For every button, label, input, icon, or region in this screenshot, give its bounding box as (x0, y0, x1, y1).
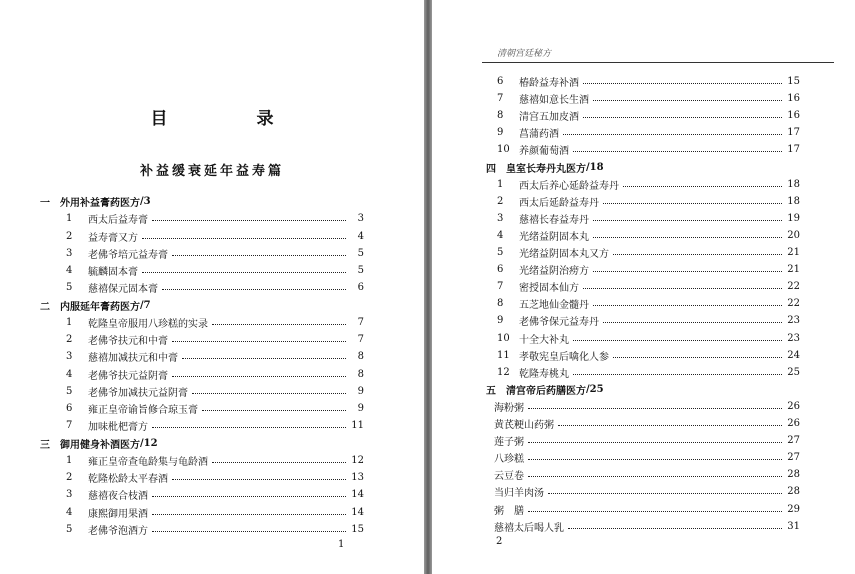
toc-entry[interactable] (66, 521, 364, 538)
dot-leader (548, 493, 782, 494)
section-title: 外用补益膏药医方 (60, 198, 140, 209)
section-number: 三 (40, 439, 50, 451)
toc-entry[interactable] (494, 432, 800, 449)
entry-page: 15 (787, 76, 800, 87)
contents-title: 目 录 (150, 109, 310, 129)
entry-title: 西太后益寿膏 (88, 215, 148, 227)
entry-title: 乾隆松龄太平春酒 (88, 474, 168, 485)
toc-entry[interactable] (66, 366, 364, 383)
dot-leader (152, 496, 346, 497)
entry-number: 6 (66, 403, 73, 414)
entry-page: 3 (357, 213, 364, 225)
entry-page: 7 (357, 316, 364, 328)
toc-entry[interactable] (497, 330, 800, 347)
entry-page: 24 (787, 349, 800, 361)
part-title: 补益缓衰延年益寿篇 (139, 164, 284, 179)
entry-number: 6 (497, 76, 504, 87)
entry-title: 粥 膳 (494, 505, 524, 517)
entry-title: 光绪益阴固本丸 (519, 231, 589, 243)
entry-title: 毓麟固本膏 (88, 267, 138, 278)
entry-title: 雍正皇帝谕旨修合琼玉膏 (88, 405, 198, 416)
entry-number: 6 (497, 264, 504, 276)
section-title: 皇室长寿丹丸医方 (506, 163, 586, 175)
toc-entry[interactable] (497, 124, 800, 141)
entry-number: 4 (497, 229, 504, 241)
entry-number: 3 (66, 489, 73, 501)
toc-section-heading[interactable] (40, 297, 364, 314)
toc-entry[interactable] (497, 261, 800, 278)
entry-number: 10 (497, 332, 510, 344)
entry-page: 22 (787, 281, 800, 293)
entry-page: 4 (357, 230, 364, 242)
entry-number: 5 (66, 523, 73, 535)
dot-leader (528, 408, 782, 409)
section-page: /3 (140, 196, 151, 207)
dot-leader (172, 479, 346, 480)
dot-leader (142, 272, 346, 273)
toc-entry[interactable] (497, 73, 800, 90)
entry-number: 12 (497, 366, 510, 378)
entry-page: 28 (787, 469, 800, 481)
toc-entry[interactable] (497, 364, 800, 381)
entry-title: 八珍糕 (494, 454, 524, 466)
toc-entry[interactable] (66, 245, 364, 262)
dot-leader (152, 531, 346, 532)
entry-number: 5 (497, 247, 504, 258)
dot-leader (563, 134, 782, 135)
dot-leader (202, 410, 346, 411)
entry-number: 1 (66, 213, 73, 225)
toc-entry[interactable] (66, 400, 364, 417)
entry-page: 16 (787, 110, 800, 122)
entry-number: 2 (66, 230, 73, 242)
toc-entry[interactable] (66, 210, 364, 227)
entry-page: 23 (787, 315, 800, 327)
toc-entry[interactable] (497, 295, 800, 312)
dot-leader (182, 358, 346, 359)
dot-leader (593, 220, 782, 221)
entry-title: 老佛爷泡酒方 (88, 525, 148, 537)
entry-page: 9 (357, 403, 364, 414)
toc-entry[interactable] (497, 193, 800, 210)
entry-title: 云豆卷 (494, 471, 524, 483)
toc-entry[interactable] (494, 415, 800, 432)
entry-page: 31 (787, 520, 800, 532)
entry-number: 11 (497, 349, 510, 361)
dot-leader (142, 238, 346, 239)
toc-entry[interactable] (497, 141, 800, 158)
entry-title: 慈禧保元固本膏 (88, 284, 158, 296)
entry-number: 9 (497, 315, 504, 327)
dot-leader (528, 511, 782, 512)
toc-entry[interactable] (494, 398, 800, 415)
entry-title: 清宫五加皮酒 (519, 112, 579, 124)
entry-number: 7 (497, 93, 504, 105)
entry-number: 2 (66, 472, 73, 483)
entry-title: 乾隆皇帝服用八珍糕的实录 (88, 318, 208, 330)
entry-title: 慈禧夜合枝酒 (88, 491, 148, 503)
entry-number: 1 (66, 316, 73, 328)
dot-leader (603, 322, 782, 323)
entry-page: 17 (787, 144, 800, 156)
dot-leader (152, 427, 346, 428)
entry-title: 莲子粥 (494, 437, 524, 449)
entry-number: 7 (66, 420, 73, 432)
entry-title: 五芝地仙金髓丹 (519, 300, 589, 312)
dot-leader (593, 237, 782, 238)
entry-page: 5 (357, 265, 364, 276)
entry-number: 4 (66, 506, 73, 518)
entry-number: 4 (66, 368, 73, 380)
dot-leader (162, 289, 346, 290)
running-header: 清朝宫廷秘方 (497, 49, 552, 59)
entry-title: 孝敬宪皇后噙化人参 (519, 351, 609, 363)
entry-title: 雍正皇帝查龟龄集与龟龄酒 (88, 456, 208, 468)
entry-number: 2 (66, 334, 73, 345)
entry-page: 26 (787, 400, 800, 412)
dot-leader (528, 476, 782, 477)
section-page: /12 (140, 437, 158, 449)
section-number: 二 (40, 301, 50, 313)
dot-leader (172, 341, 346, 342)
toc-entry[interactable] (66, 228, 364, 245)
entry-title: 康熙御用果酒 (88, 508, 148, 520)
entry-title: 十全大补丸 (519, 334, 569, 346)
entry-number: 1 (66, 454, 73, 466)
book-gutter (424, 0, 432, 574)
toc-entry[interactable] (497, 278, 800, 295)
entry-number: 4 (66, 265, 73, 276)
toc-entry[interactable] (497, 244, 800, 261)
toc-entry[interactable] (66, 504, 364, 521)
entry-title: 乾隆寿桃丸 (519, 368, 569, 380)
dot-leader (583, 288, 782, 289)
entry-page: 17 (787, 127, 800, 139)
toc-entry[interactable] (494, 518, 800, 535)
left-folio: 1 (338, 539, 345, 550)
entry-title: 西太后养心延龄益寿丹 (519, 180, 619, 192)
entry-page: 27 (787, 435, 800, 447)
entry-page: 15 (351, 523, 364, 535)
dot-leader (613, 357, 782, 358)
dot-leader (593, 271, 782, 272)
entry-page: 6 (357, 282, 364, 294)
entry-page: 26 (787, 418, 800, 429)
section-number: 一 (40, 198, 50, 209)
entry-page: 19 (787, 212, 800, 224)
toc-entry[interactable] (66, 331, 364, 348)
toc-entry[interactable] (66, 486, 364, 503)
entry-number: 8 (497, 298, 504, 310)
toc-entry[interactable] (497, 107, 800, 124)
entry-title: 慈禧加减扶元和中膏 (88, 353, 178, 365)
entry-title: 养颜葡萄酒 (519, 146, 569, 158)
toc-entry[interactable] (494, 466, 800, 483)
entry-page: 20 (787, 229, 800, 241)
entry-title: 光绪益阴治痨方 (519, 266, 589, 278)
entry-title: 椿龄益寿补酒 (519, 78, 579, 89)
entry-page: 22 (787, 298, 800, 310)
entry-page: 21 (787, 264, 800, 276)
entry-page: 14 (351, 489, 364, 501)
dot-leader (593, 100, 782, 101)
entry-page: 11 (351, 420, 364, 432)
entry-number: 5 (66, 282, 73, 294)
entry-title: 海粉粥 (494, 402, 524, 414)
entry-title: 当归羊肉汤 (494, 488, 544, 500)
dot-leader (192, 393, 346, 394)
dot-leader (613, 254, 782, 255)
dot-leader (603, 203, 782, 204)
entry-number: 3 (66, 351, 73, 363)
entry-page: 8 (357, 351, 364, 363)
dot-leader (152, 220, 346, 221)
entry-page: 28 (787, 486, 800, 498)
dot-leader (583, 83, 782, 84)
entry-page: 13 (351, 472, 364, 483)
toc-entry[interactable] (497, 312, 800, 329)
dot-leader (172, 376, 346, 377)
entry-page: 29 (787, 503, 800, 515)
entry-title: 慈禧长春益寿丹 (519, 214, 589, 226)
dot-leader (573, 374, 782, 375)
dot-leader (172, 255, 346, 256)
section-title: 御用健身补酒医方 (60, 439, 140, 451)
dot-leader (583, 117, 782, 118)
entry-title: 慈禧太后喝人乳 (494, 522, 564, 534)
section-number: 四 (486, 163, 496, 175)
entry-page: 27 (787, 452, 800, 464)
dot-leader (528, 442, 782, 443)
entry-title: 西太后延龄益寿丹 (519, 197, 599, 209)
toc-entry[interactable] (497, 347, 800, 364)
entry-title: 老佛爷扶元益阴膏 (88, 370, 168, 382)
entry-number: 8 (497, 110, 504, 122)
entry-page: 23 (787, 332, 800, 344)
toc-section-heading[interactable] (40, 435, 364, 452)
entry-number: 9 (497, 127, 504, 139)
dot-leader (568, 528, 782, 529)
dot-leader (593, 305, 782, 306)
entry-number: 5 (66, 385, 73, 397)
entry-page: 5 (357, 247, 364, 259)
toc-entry[interactable] (497, 90, 800, 107)
dot-leader (212, 462, 346, 463)
entry-title: 益寿膏又方 (88, 232, 138, 244)
dot-leader (573, 151, 782, 152)
entry-page: 7 (357, 334, 364, 345)
entry-page: 9 (357, 385, 364, 397)
dot-leader (528, 459, 782, 460)
toc-entry[interactable] (66, 383, 364, 400)
toc-entry[interactable] (66, 417, 364, 434)
entry-page: 12 (351, 454, 364, 466)
toc-entry[interactable] (497, 176, 800, 193)
section-title: 清宫帝后药膳医方 (506, 385, 586, 397)
entry-title: 加味枇杷膏方 (88, 422, 148, 434)
entry-title: 黄芪粳山药粥 (494, 420, 554, 431)
toc-entry[interactable] (494, 449, 800, 466)
toc-entry[interactable] (494, 501, 800, 518)
entry-page: 16 (787, 93, 800, 105)
section-page: /18 (586, 161, 604, 173)
toc-entry[interactable] (66, 452, 364, 469)
toc-section-heading[interactable] (486, 159, 800, 176)
toc-entry[interactable] (66, 279, 364, 296)
entry-title: 老佛爷保元益寿丹 (519, 317, 599, 329)
dot-leader (573, 340, 782, 341)
entry-number: 10 (497, 144, 510, 156)
entry-title: 密授固本仙方 (519, 283, 579, 295)
entry-page: 8 (357, 368, 364, 380)
entry-title: 慈禧如意长生酒 (519, 95, 589, 107)
toc-entry[interactable] (497, 210, 800, 227)
entry-page: 18 (787, 178, 800, 190)
dot-leader (623, 186, 782, 187)
dot-leader (152, 514, 346, 515)
toc-entry[interactable] (497, 227, 800, 244)
section-page: /25 (586, 383, 604, 395)
entry-number: 2 (497, 195, 504, 207)
entry-page: 25 (787, 366, 800, 378)
section-page: /7 (140, 299, 151, 311)
entry-title: 光绪益阴固本丸又方 (519, 249, 609, 260)
entry-title: 老佛爷培元益寿膏 (88, 249, 168, 261)
header-rule (482, 62, 834, 63)
toc-section-heading[interactable] (40, 193, 364, 210)
entry-page: 18 (787, 195, 800, 207)
entry-page: 14 (351, 506, 364, 518)
toc-entry[interactable] (66, 469, 364, 486)
toc-entry[interactable] (66, 262, 364, 279)
entry-number: 3 (66, 247, 73, 259)
dot-leader (212, 324, 346, 325)
dot-leader (558, 425, 782, 426)
entry-number: 7 (497, 281, 504, 293)
toc-section-heading[interactable] (486, 381, 800, 398)
toc-entry[interactable] (494, 483, 800, 500)
entry-title: 菖蒲药酒 (519, 129, 559, 141)
entry-number: 3 (497, 212, 504, 224)
toc-entry[interactable] (66, 314, 364, 331)
entry-title: 老佛爷加减扶元益阴膏 (88, 387, 188, 399)
section-number: 五 (486, 385, 496, 397)
toc-entry[interactable] (66, 348, 364, 365)
entry-number: 1 (497, 178, 504, 190)
right-folio: 2 (496, 536, 503, 547)
section-title: 内服延年膏药医方 (60, 301, 140, 313)
entry-page: 21 (787, 247, 800, 258)
entry-title: 老佛爷扶元和中膏 (88, 336, 168, 347)
